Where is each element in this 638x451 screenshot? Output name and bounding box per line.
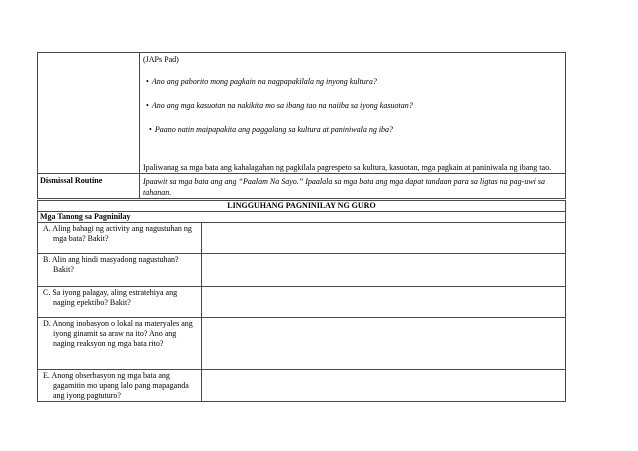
reflection-title: LINGGUHANG PAGNINILAY NG GURO [38, 201, 566, 212]
reflection-subheader: Mga Tanong sa Pagninilay [38, 212, 566, 223]
table-row [38, 174, 566, 199]
question-text: Paano natin maipapakita ang paggalang sa kultura at paniniwala ng iba? [154, 125, 394, 134]
answer-cell[interactable] [202, 318, 566, 370]
answer-cell[interactable] [202, 287, 566, 318]
reflection-question [38, 370, 202, 402]
question-text: E. Anong obserbasyon ng mga bata ang gagamitin mo upang lalo pang mapaganda ang iyong pagtuturo? [43, 371, 189, 400]
activity-content-cell [140, 53, 566, 174]
question-text: B. Alin ang hindi masyadong nagustuhan? Bakit? [43, 255, 179, 274]
question-item [146, 101, 562, 111]
question-item [149, 125, 562, 135]
dismissal-text: Ipaawit sa mga bata ang ang “Paalam Na Sayo.” Ipaalala sa mga bata ang mga dapat tandaan para sa ligtas na pag-uwi sa tahanan. [140, 174, 566, 199]
answer-cell[interactable] [202, 370, 566, 402]
reflection-question [38, 223, 202, 254]
table-row [38, 53, 566, 174]
reflection-question [38, 254, 202, 287]
table-row [38, 212, 566, 223]
table-row [38, 254, 566, 287]
empty-label-cell [38, 53, 140, 174]
bullet-icon: • [146, 101, 149, 110]
jap-label: (JAPs Pad) [143, 55, 179, 64]
table-row [38, 287, 566, 318]
reflection-question [38, 318, 202, 370]
bullet-icon: • [146, 77, 149, 86]
lesson-plan-table [37, 52, 566, 199]
table-row [38, 370, 566, 402]
dismissal-label: Dismissal Routine [38, 174, 140, 199]
reflection-table [37, 200, 566, 402]
question-text: Ano ang paborito mong pagkain na nagpapakilala ng inyong kultura? [151, 77, 377, 86]
question-item [146, 77, 562, 87]
question-text: Ano ang mga kasuotan na nakikita mo sa ibang tao na naiiba sa iyong kasuotan? [151, 101, 413, 110]
answer-cell[interactable] [202, 254, 566, 287]
explanation-text: Ipaliwanag sa mga bata ang kahalagahan ng pagkilala pagrespeto sa kultura, kasuotan, mga pagkain at paniniwala ng ibang tao. [143, 163, 552, 172]
question-text: D. Anong inobasyon o lokal na materyales ang iyong ginamit sa araw na ito? Ano ang naging reaksyon ng mga bata rito? [43, 319, 193, 348]
table-row [38, 201, 566, 212]
table-row [38, 223, 566, 254]
answer-cell[interactable] [202, 223, 566, 254]
table-row [38, 318, 566, 370]
question-text: A. Aling bahagi ng activity ang nagustuhan ng mga bata? Bakit? [43, 224, 192, 243]
question-text: C. Sa iyong palagay, aling estratehiya ang naging epektibo? Bakit? [43, 288, 178, 307]
reflection-question [38, 287, 202, 318]
bullet-icon: • [149, 125, 152, 134]
